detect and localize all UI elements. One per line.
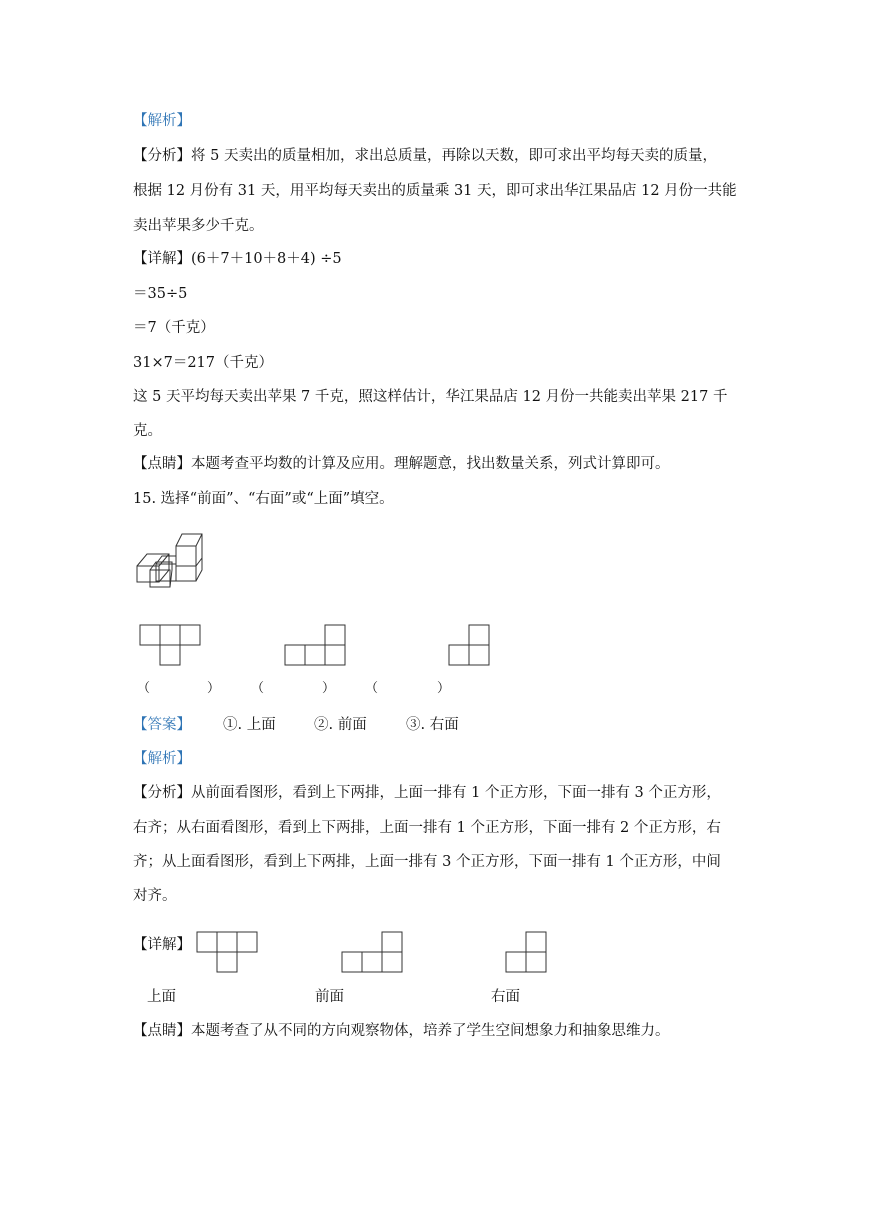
analysis-line: 【分析】将 5 天卖出的质量相加，求出总质量，再除以天数，即可求出平均每天卖的质量， — [133, 148, 717, 164]
solution-top-view — [196, 931, 258, 975]
analysis-line: 根据 12 月份有 31 天，用平均每天卖出的质量乘 31 天，即可求出华江果品店 12 月份一共能 — [133, 183, 737, 199]
caption-front-view: 前面 — [315, 989, 344, 1005]
question-text: 15. 选择“前面”、“右面”或“上面”填空。 — [133, 491, 394, 507]
blank-open: （ — [251, 681, 265, 696]
detail-label: 【详解】 — [133, 937, 191, 953]
blank-close: ） — [322, 681, 336, 696]
top-view-figure — [139, 624, 201, 668]
blank-open: （ — [137, 681, 151, 696]
caption-top-view: 上面 — [147, 989, 176, 1005]
blank-close: ） — [437, 681, 451, 696]
answer-label: 【答案】 — [133, 717, 191, 733]
answer-item: ①. 上面 — [223, 717, 276, 733]
answer-item: ②. 前面 — [314, 717, 367, 733]
jiexi-label: 【解析】 — [133, 113, 191, 129]
analysis-line: 【分析】从前面看图形，看到上下两排，上面一排有 1 个正方形，下面一排有 3 个正方形， — [133, 785, 721, 801]
detail-line: 【详解】(6＋7＋10＋8＋4) ÷5 — [133, 251, 342, 267]
conclusion-line: 这 5 天平均每天卖出苹果 7 千克，照这样估计，华江果品店 12 月份一共能卖出苹果 217 千 — [133, 389, 728, 405]
analysis-line: 右齐；从右面看图形，看到上下两排，上面一排有 1 个正方形，下面一排有 2 个正方形，右 — [133, 820, 721, 836]
analysis-line: 齐；从上面看图形，看到上下两排，上面一排有 3 个正方形，下面一排有 1 个正方形，中间 — [133, 854, 721, 870]
solution-right-view — [505, 931, 547, 975]
answer-item: ③. 右面 — [406, 717, 459, 733]
analysis-line: 对齐。 — [133, 888, 177, 904]
cube-stack-figure — [134, 530, 206, 590]
caption-right-view: 右面 — [491, 989, 520, 1005]
conclusion-line: 克。 — [133, 423, 162, 439]
calc-step: ＝35÷5 — [133, 286, 188, 302]
comment-line: 【点睛】本题考查了从不同的方向观察物体，培养了学生空间想象力和抽象思维力。 — [133, 1023, 670, 1039]
calc-step: ＝7（千克） — [133, 320, 215, 336]
comment-line: 【点睛】本题考查平均数的计算及应用。理解题意，找出数量关系，列式计算即可。 — [133, 456, 670, 472]
jiexi-label: 【解析】 — [133, 751, 191, 767]
front-view-figure — [284, 624, 346, 668]
calc-step: 31×7＝217（千克） — [133, 355, 274, 371]
solution-front-view — [341, 931, 403, 975]
right-view-figure — [448, 624, 490, 668]
analysis-line: 卖出苹果多少千克。 — [133, 218, 264, 234]
blank-open: （ — [365, 681, 379, 696]
blank-close: ） — [207, 681, 221, 696]
